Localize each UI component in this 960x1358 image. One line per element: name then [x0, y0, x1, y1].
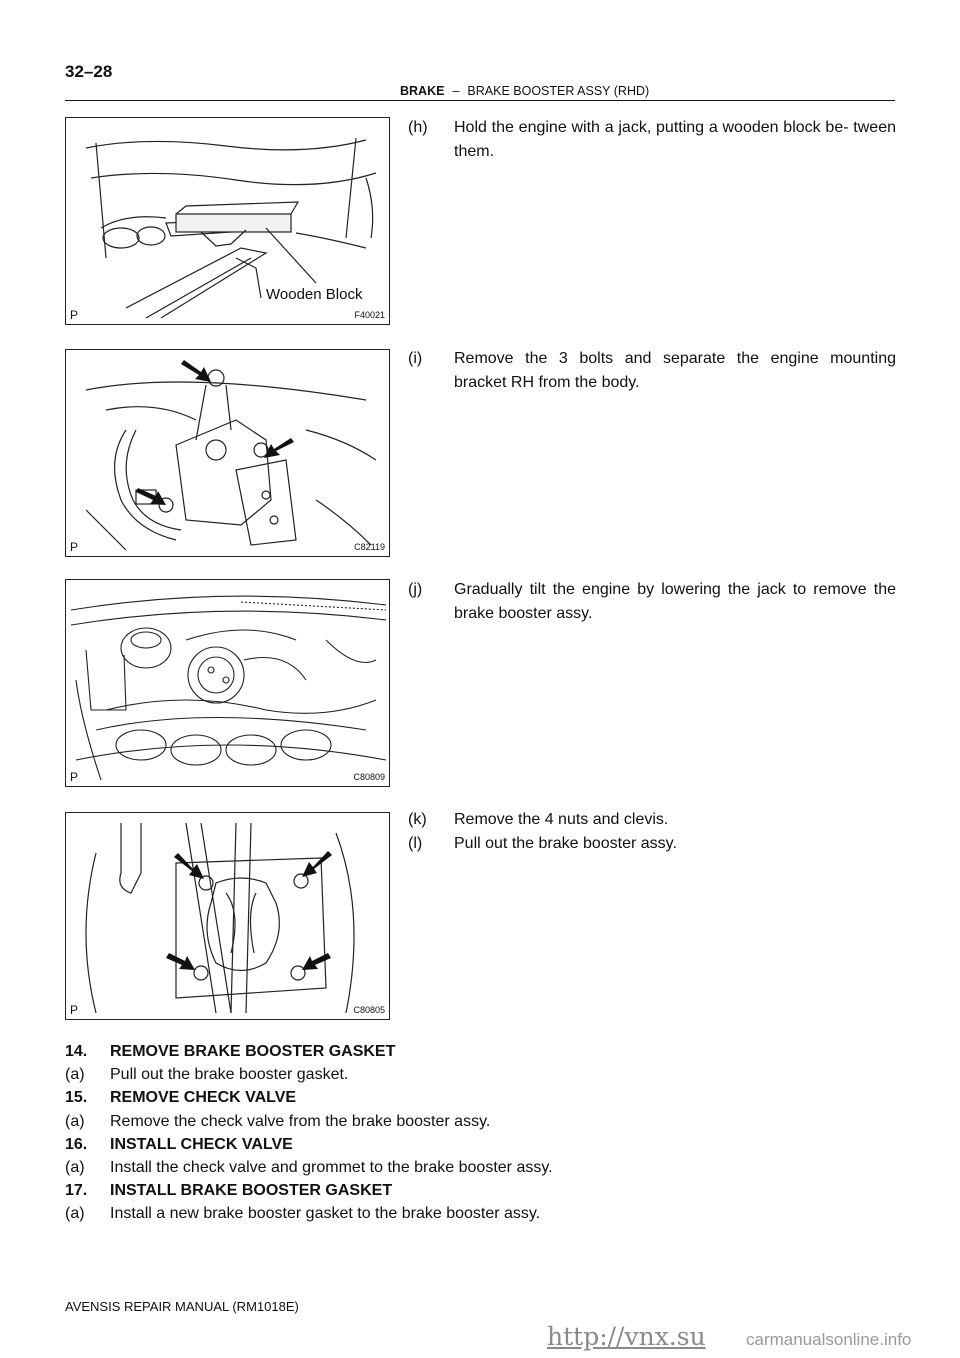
procedure-text: INSTALL CHECK VALVE [110, 1135, 293, 1153]
procedure-list [65, 1040, 553, 1226]
procedure-substep [65, 1202, 553, 1225]
manual-footer: AVENSIS REPAIR MANUAL (RM1018E) [65, 1299, 299, 1314]
figure-p-mark: P [70, 308, 79, 322]
subsection-title: BRAKE BOOSTER ASSY (RHD) [467, 84, 650, 98]
figure-code: F40021 [354, 310, 385, 320]
step-j [408, 578, 896, 626]
step-label: (j) [408, 581, 423, 598]
procedure-number: 14. [65, 1043, 88, 1060]
watermark-site: carmanualsonline.info [746, 1330, 912, 1349]
step-text: Remove the 4 nuts and clevis. [454, 811, 669, 828]
figure-nuts-clevis [65, 812, 390, 1020]
watermark-link[interactable]: http://vnx.su [547, 1322, 706, 1351]
figure-p-mark: P [70, 540, 79, 554]
procedure-heading [65, 1040, 553, 1063]
step-label: (h) [408, 119, 428, 136]
procedure-text: INSTALL BRAKE BOOSTER GASKET [110, 1182, 393, 1200]
figure-code: C80805 [353, 1005, 385, 1015]
procedure-substep [65, 1156, 553, 1179]
step-text: Remove the 3 bolts and separate the engine mounting bracket RH from the body. [454, 350, 896, 391]
header-dash: – [452, 84, 460, 98]
step-k [408, 808, 896, 832]
procedure-heading [65, 1179, 553, 1202]
procedure-number: 17. [65, 1182, 88, 1200]
callout-wooden-block: Wooden Block [266, 286, 363, 303]
procedure-substep [65, 1063, 553, 1086]
figure-code: C80809 [353, 772, 385, 782]
booster-nuts-illustration [66, 813, 389, 1019]
step-label: (i) [408, 350, 423, 367]
procedure-heading [65, 1133, 553, 1156]
step-text: Pull out the brake booster assy. [454, 835, 677, 852]
figure-mounting-bracket [65, 349, 390, 557]
procedure-substep [65, 1110, 553, 1133]
bracket-illustration [66, 350, 389, 556]
substep-label: (a) [65, 1112, 85, 1130]
figure-wooden-block [65, 117, 390, 325]
procedure-text: REMOVE CHECK VALVE [110, 1089, 297, 1107]
step-label: (k) [408, 811, 427, 828]
figure-p-mark: P [70, 770, 79, 784]
procedure-number: 16. [65, 1135, 88, 1153]
procedure-heading [65, 1086, 553, 1109]
substep-text: Remove the check valve from the brake booster assy. [110, 1112, 491, 1130]
procedure-number: 15. [65, 1089, 88, 1107]
figure-p-mark: P [70, 1003, 79, 1017]
page-number: 32–28 [65, 62, 113, 81]
step-text: Gradually tilt the engine by lowering the jack to remove the brake booster assy. [454, 581, 896, 622]
figure-engine-tilt [65, 579, 390, 787]
step-h [408, 116, 896, 164]
step-i [408, 347, 896, 395]
running-header [400, 84, 649, 98]
substep-label: (a) [65, 1205, 85, 1223]
engine-bay-illustration [66, 580, 389, 786]
step-l [408, 832, 896, 856]
substep-label: (a) [65, 1159, 85, 1177]
figure-code: C82119 [354, 542, 385, 552]
substep-label: (a) [65, 1066, 85, 1084]
procedure-text: REMOVE BRAKE BOOSTER GASKET [110, 1043, 396, 1060]
section-title: BRAKE [400, 84, 445, 98]
substep-text: Install a new brake booster gasket to the brake booster assy. [110, 1205, 541, 1223]
header-rule [65, 100, 895, 101]
step-text: Hold the engine with a jack, putting a wooden block be- tween them. [454, 119, 896, 160]
substep-text: Install the check valve and grommet to the brake booster assy. [110, 1159, 553, 1177]
substep-text: Pull out the brake booster gasket. [110, 1066, 349, 1084]
step-label: (l) [408, 835, 423, 852]
